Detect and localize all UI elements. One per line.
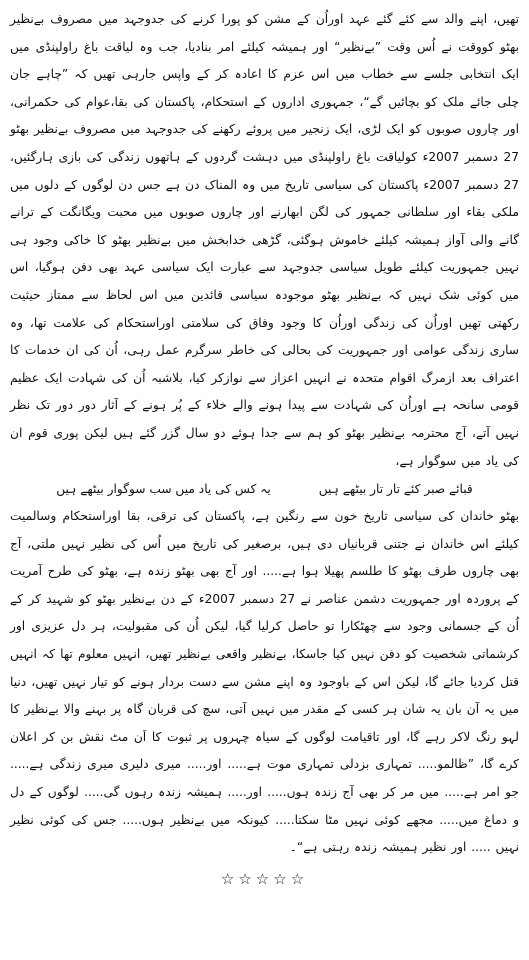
couplet-second-line: یہ کس کی یاد میں سب سوگوار بیٹھے ہیں: [56, 482, 271, 497]
article-paragraph-1: تھیں، اپنے والد سے کئے گئے عہد اوراُن کے مشن کو پورا کرنے کی جدوجہد میں مصروف بےنظیر بھٹو کووقت نے اُس وقت ”بےنظیر“ اور ہمیشہ کیلئے امر بنادیا، جب وہ لیاقت باغ راولپنڈی میں ایک انتخابی جلسے سے خطاب میں اس عزم کا اعادہ کر کے واپس جارہی تھیں کہ ”چاہے جان چلی جائے ملک کو بچائیں گے“، جمہوری اداروں کے استحکام، پاکستان کی بقا،عوام کی حکمرانی، اور چاروں صوبوں کو ایک لڑی، ایک زنجیر میں پروئے رکھنے کی جدوجہد میں مصروف بےنظیر بھٹو 27 دسمبر 2007ء کولیاقت باغ راولپنڈی میں دہشت گردوں کے ہاتھوں زندگی کی بازی ہارگئیں، 27 دسمبر 2007ء پاکستان کی سیاسی تاریخ میں وہ المناک دن ہے جس دن لوگوں کے دلوں میں ملکی بقاء اور سلطانی جمہور کی لگن ابھارنے اور چاروں صوبوں میں محبت ویگانگت کے ترانے گانے والی آواز ہمیشہ کیلئے خاموش ہوگئی، گڑھی خدابخش میں بےنظیر بھٹو کا خاکی وجود ہی نہیں جمہوریت کیلئے طویل سیاسی جدوجہد سے عبارت ایک سیاسی عہد بھی دفن ہوگیا، اس میں کوئی شک نہیں کہ بےنظیر بھٹو موجودہ سیاسی قائدین میں اس لحاظ سے ممتاز حیثیت رکھتی تھیں اوراُن کی زندگی اوراُن کا وجود وفاق کی سلامتی اوراستحکام کی علامت تھا، وہ ساری زندگی عوامی اور جمہوریت کی بحالی کی خاطر سرگرم عمل رہی، اُن کی ان خدمات کا اعتراف بعد ازمرگ اقوام متحدہ نے انہیں اعزاز سے نوازکر کیا، بلاشبہ اُن کی شہادت ایک عظیم قومی سانحہ ہے اوراُن کی شہادت سے پیدا ہونے والے خلاء کے پُر ہونے کے آثار دور دور تک نظر نہیں آتے، آج محترمہ بےنظیر بھٹو کو ہم سے جدا ہوئے دو سال گزر گئے ہیں لیکن پوری قوم ان کی یاد میں سوگوار ہے،: [10, 12, 519, 468]
couplet-first-line: قبائے صبر کئے تار تار بیٹھے ہیں: [318, 482, 473, 497]
article-paragraph-2: بھٹو خاندان کی سیاسی تاریخ خون سے رنگین ہے، پاکستان کی ترقی، بقا اوراستحکام وسالمیت کیلئے اس خاندان نے جتنی قربانیاں دی ہیں، برصغیر کی تاریخ میں اُس کی نظیر نہیں ملتی، آج بھی چاروں طرف بھٹو کا طلسم پھیلا ہوا ہے..... اور آج بھی بھٹو زندہ ہے، بھٹو کی طرح آمریت کے پروردہ اور جمہوریت دشمن عناصر نے 27 دسمبر 2007ء کے دن بےنظیر بھٹو کو شہید کر کے اُن کے جسمانی وجود سے چھٹکارا تو حاصل کرلیا گیا، لیکن اُن کی مقبولیت، ہر دل عزیزی اور کرشماتی شخصیت کو دفن نہیں کیا جاسکا، بےنظیر واقعی بےنظیر تھیں، انہیں معلوم تھا کہ انہیں قتل کردیا جائے گا، لیکن اس کے باوجود وہ اپنے مشن سے دست بردار ہونے کو تیار نہیں تھیں، دنیا میں یہ آن بان یہ شان ہر کسی کے مقدر میں نہیں آتی، سچ کی قربان گاہ پر بہنے والا بےنظیر کا لہو رنگ لاکر رہے گا، اور تاقیامت لوگوں کے سیاہ چہروں پر ثبوت کا اَن مٹ نقش بن کر اعلان کرے گا، ”ظالمو..... تمہاری بزدلی تمہاری موت ہے..... اور..... میری دلیری میری زندگی ہے..... جو امر ہے..... میں مر کر بھی آج زندہ ہوں..... اور..... ہمیشہ زندہ رہوں گی..... لوگوں کے دل و دماغ میں..... مجھے کوئی نہیں مٹا سکتا..... کیونکہ میں بےنظیر ہوں..... جس کی کوئی نظیر نہیں ..... اور نظیر ہمیشہ زندہ رہتی ہے“۔: [10, 509, 519, 855]
end-stars-divider: ☆☆☆☆☆: [220, 869, 309, 888]
poetry-couplet: [10, 475, 519, 503]
